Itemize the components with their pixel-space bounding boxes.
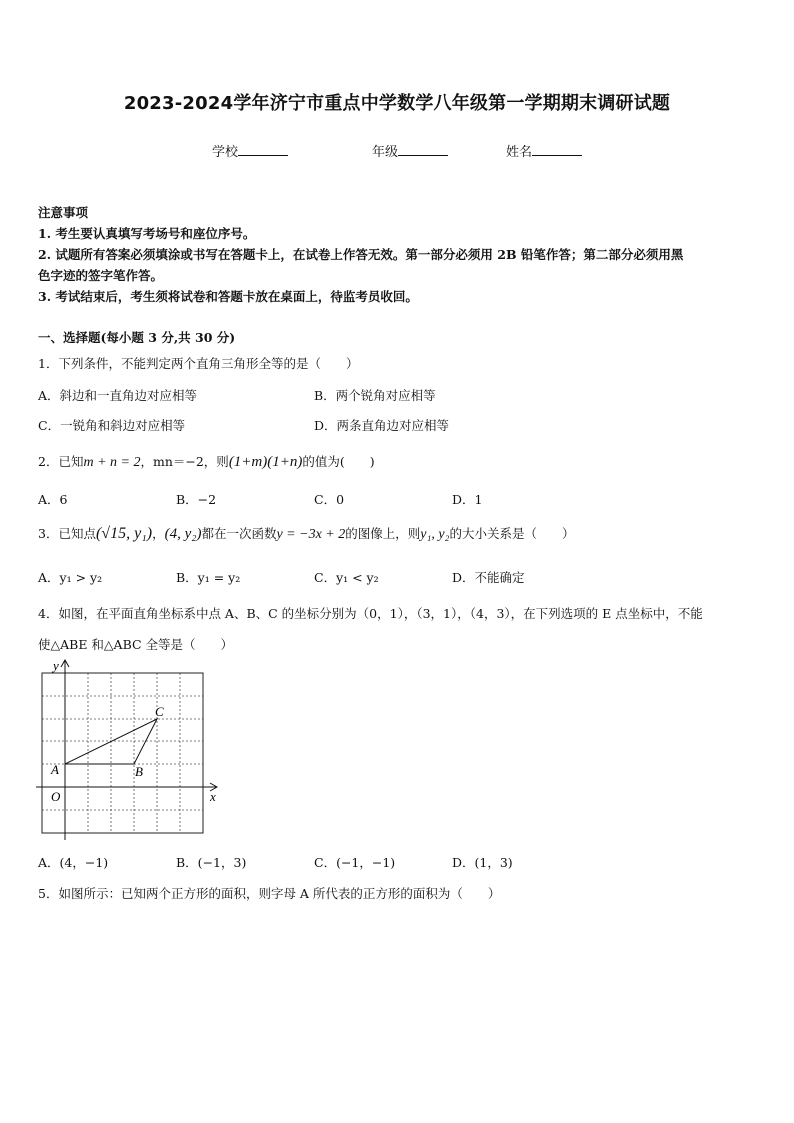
notice-item: 3. 考试结束后，考生须将试卷和答题卡放在桌面上，待监考员收回。 xyxy=(38,289,418,304)
option-d: D．不能确定 xyxy=(452,570,525,585)
option-c: C．y₁ < y₂ xyxy=(314,570,379,585)
q3-function: y = −3x + 2 xyxy=(276,527,346,542)
option-b: B．两个锐角对应相等 xyxy=(314,388,436,403)
q3-vars: y₁, y₂ xyxy=(420,527,450,542)
origin-label: O xyxy=(51,789,61,804)
q2-expression: (1+m)(1+n) xyxy=(228,454,303,470)
q2-prefix: 2．已知 xyxy=(38,454,84,469)
y-axis-label: y xyxy=(53,658,59,673)
q2-equation: m + n = 2 xyxy=(83,455,141,470)
question-stem: 4．如图，在平面直角坐标系中点 A、B、C 的坐标分别为（0，1），（3，1），（4，3），在下列选项的 E 点坐标中，不能 xyxy=(38,606,703,621)
school-label: 学校 xyxy=(212,145,239,160)
point-a-label: A xyxy=(51,762,59,777)
option-b: B．y₁ = y₂ xyxy=(176,570,241,585)
q3-mid2: 的图像上，则 xyxy=(345,526,421,541)
notice-item: 1. 考生要认真填写考场号和座位序号。 xyxy=(38,226,256,241)
option-d: D．1 xyxy=(452,492,483,507)
q2-mid: ，mn＝−2，则 xyxy=(140,454,229,469)
option-c: C．0 xyxy=(314,492,345,507)
q3-point2: (4, y₂) xyxy=(164,526,202,542)
option-b: B．−2 xyxy=(176,492,217,507)
question-stem xyxy=(38,452,375,471)
option-d: D．两条直角边对应相等 xyxy=(314,418,450,433)
question-stem: 5．如图所示：已知两个正方形的面积，则字母 A 所代表的正方形的面积为（ ） xyxy=(38,886,501,901)
q3-suffix: 的大小关系是（ ） xyxy=(449,526,575,541)
page-title: 2023-2024学年济宁市重点中学数学八年级第一学期期末调研试题 xyxy=(123,93,671,114)
grid-border xyxy=(42,673,203,833)
q3-separator: ， xyxy=(152,526,165,541)
q3-prefix: 3．已知点 xyxy=(38,526,96,541)
x-axis-label: x xyxy=(210,789,216,804)
name-label: 姓名 xyxy=(506,145,533,160)
notice-heading: 注意事项 xyxy=(38,205,89,220)
grade-field xyxy=(372,141,448,160)
option-d: D．(1，3) xyxy=(452,855,513,870)
option-c: C．一锐角和斜边对应相等 xyxy=(38,418,186,433)
name-field xyxy=(506,141,582,160)
q3-mid: 都在一次函数 xyxy=(201,526,277,541)
q2-suffix: 的值为( ) xyxy=(302,454,375,469)
section-heading: 一、选择题(每小题 3 分,共 30 分) xyxy=(38,330,236,345)
question-stem xyxy=(38,524,574,543)
grade-blank xyxy=(398,143,448,156)
option-a: A．y₁ > y₂ xyxy=(38,570,103,585)
grid-lines xyxy=(42,673,203,833)
q3-point1: (√15, y₁) xyxy=(95,525,153,542)
notice-item: 色字迹的签字笔作答。 xyxy=(38,268,164,283)
option-c: C．(−1，−1) xyxy=(314,855,396,870)
option-a: A．6 xyxy=(38,492,68,507)
school-blank xyxy=(238,143,288,156)
option-a: A．(4，−1) xyxy=(38,855,109,870)
notice-item: 2. 试题所有答案必须填涂或书写在答题卡上，在试卷上作答无效。第一部分必须用 2B 铅笔作答；第二部分必须用黑 xyxy=(38,247,684,262)
option-a: A．斜边和一直角边对应相等 xyxy=(38,388,198,403)
option-b: B．(−1，3) xyxy=(176,855,247,870)
point-c-label: C xyxy=(155,704,164,719)
name-blank xyxy=(532,143,582,156)
school-field xyxy=(212,141,288,160)
question-stem: 1．下列条件，不能判定两个直角三角形全等的是（ ） xyxy=(38,356,359,371)
coordinate-grid-figure xyxy=(30,655,230,845)
question-stem-cont: 使△ABE 和△ABC 全等是（ ） xyxy=(38,637,234,652)
grade-label: 年级 xyxy=(372,145,399,160)
point-b-label: B xyxy=(135,764,143,779)
